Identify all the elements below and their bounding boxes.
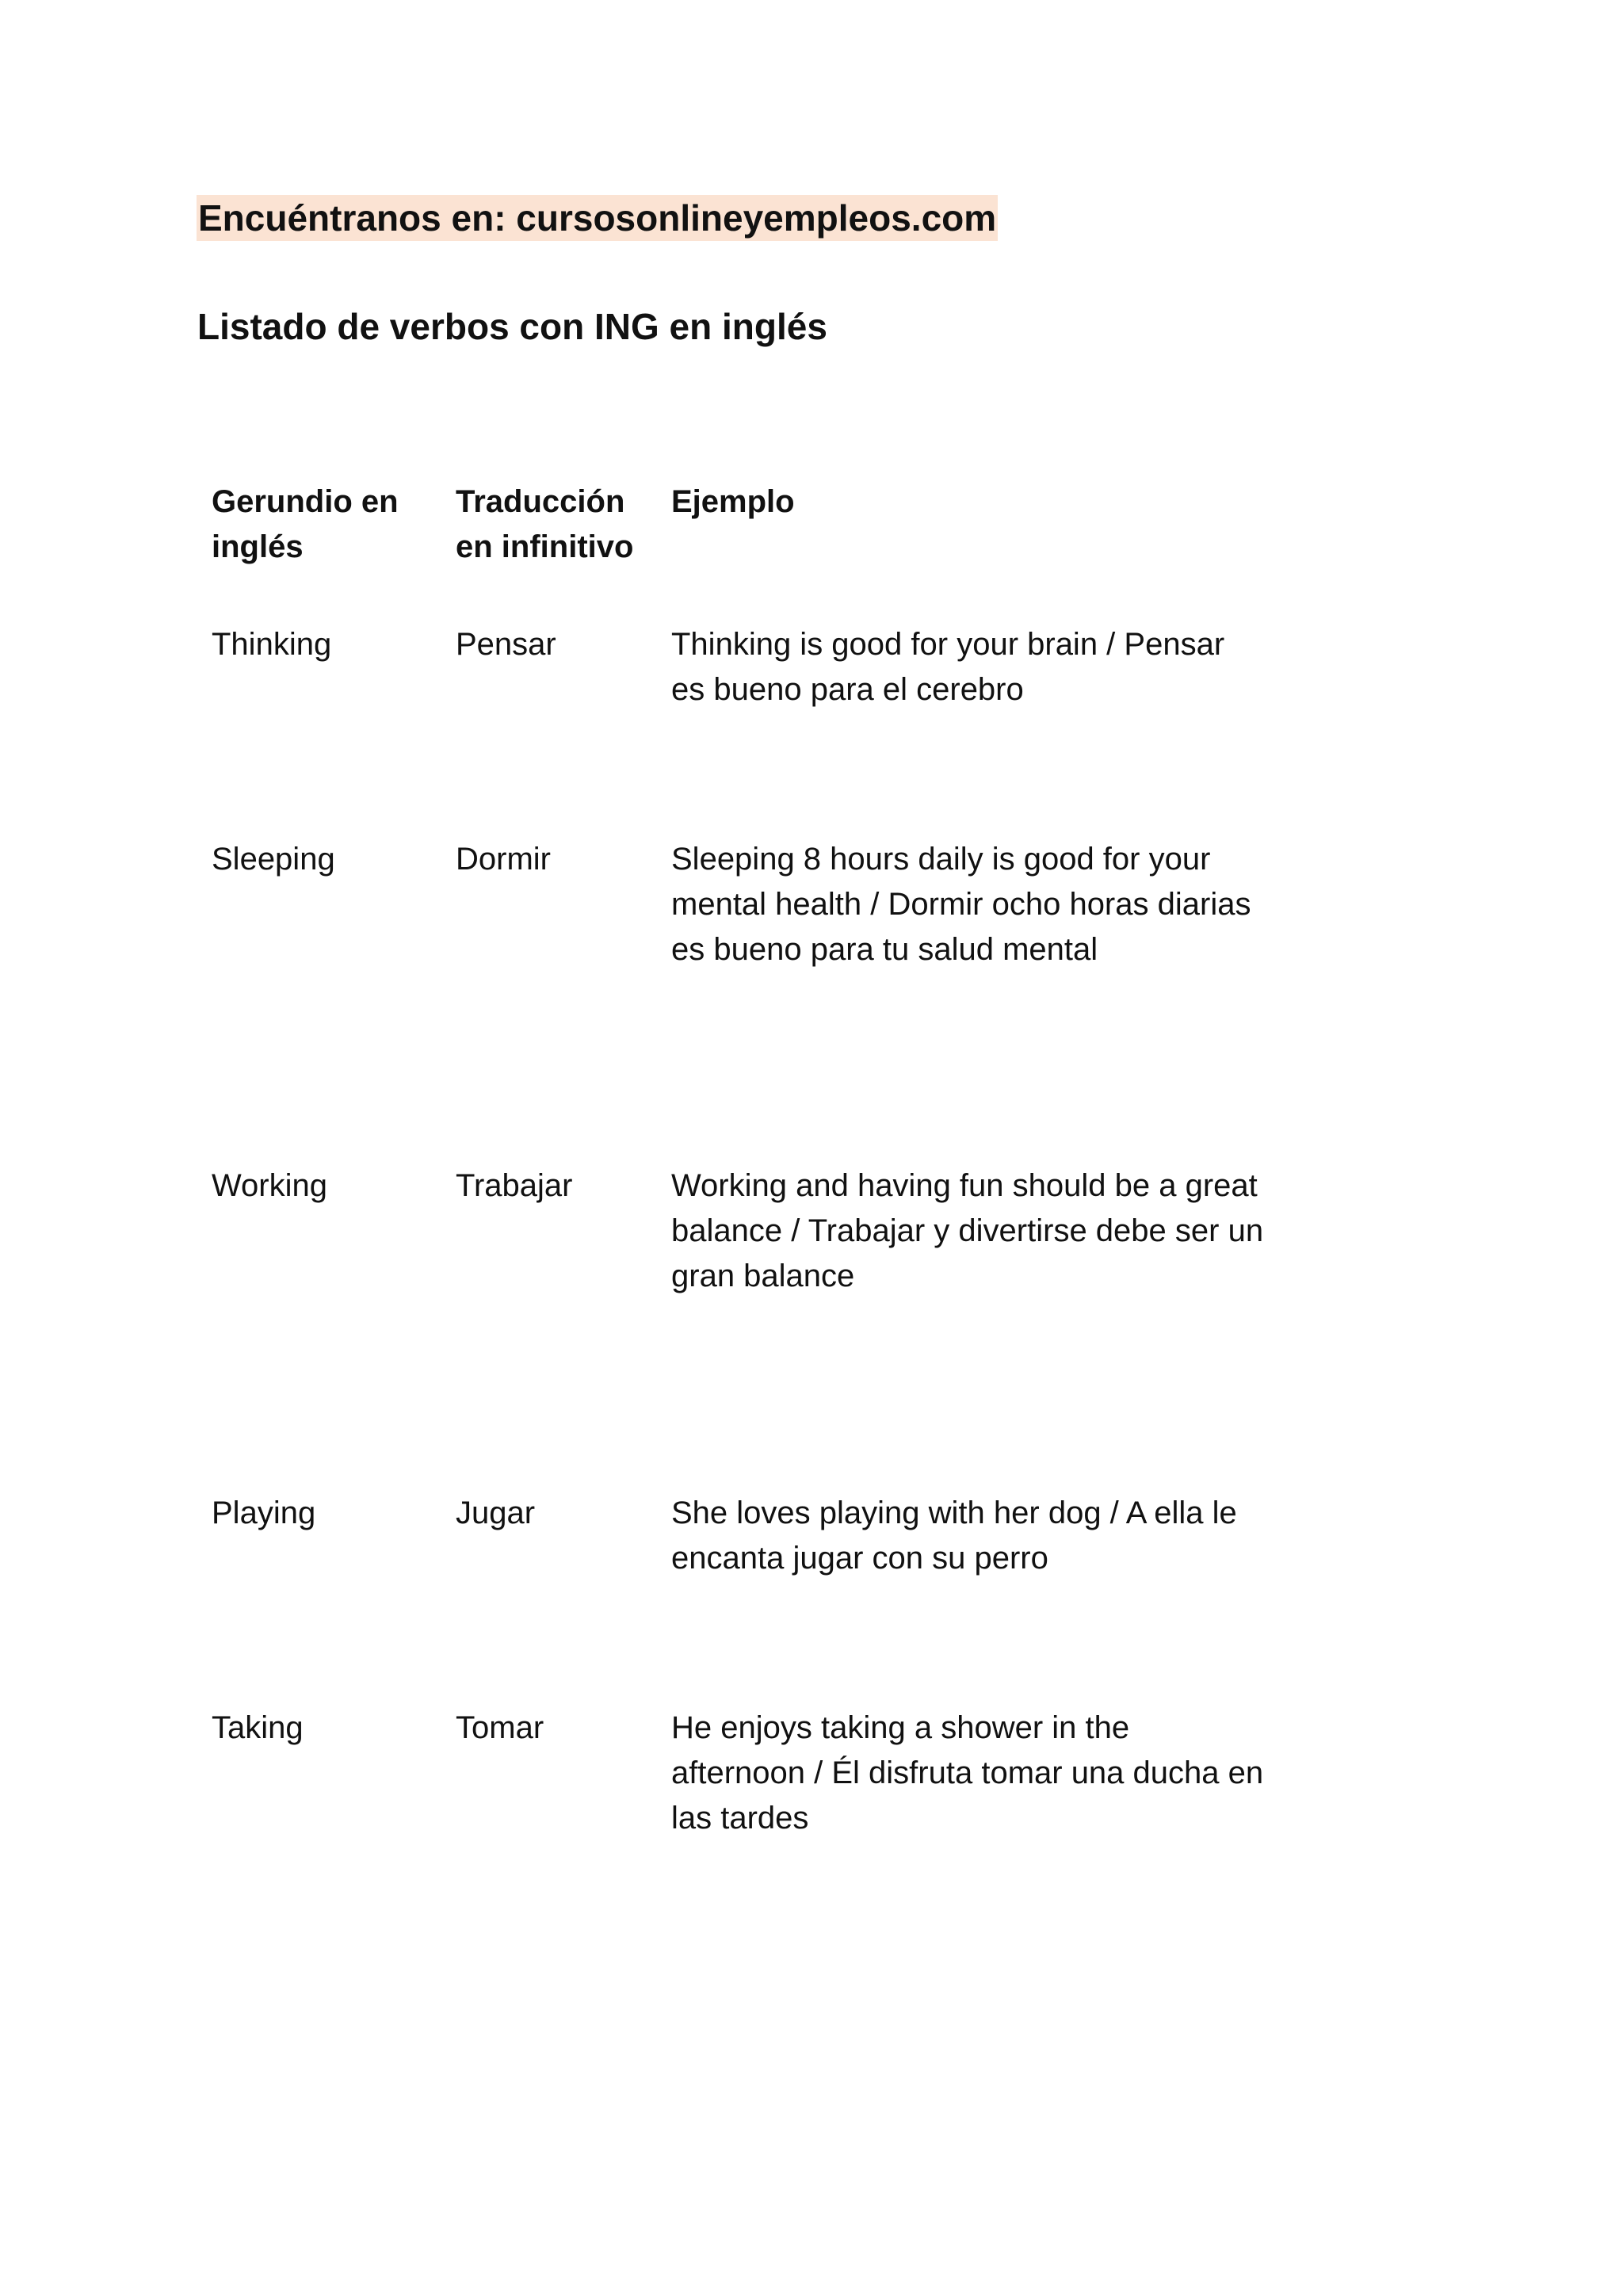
translation-cell: Tomar: [456, 1710, 544, 1745]
header-translation: [456, 479, 662, 570]
example-line: encanta jugar con su perro: [671, 1541, 1048, 1576]
example-line: Sleeping 8 hours daily is good for your: [671, 842, 1211, 877]
example-line: She loves playing with her dog / A ella le: [671, 1496, 1237, 1530]
header-example: [671, 479, 1297, 525]
header-translation-line: en infinitivo: [456, 529, 634, 564]
example-cell: [671, 1163, 1297, 1299]
example-line: es bueno para el cerebro: [671, 672, 1024, 707]
example-line: las tardes: [671, 1801, 809, 1836]
header-gerund: [212, 479, 441, 570]
translation-cell: Dormir: [456, 842, 551, 877]
example-line: He enjoys taking a shower in the: [671, 1710, 1130, 1745]
gerund-cell: Playing: [212, 1496, 316, 1530]
example-line: es bueno para tu salud mental: [671, 932, 1098, 967]
header-translation-line: Traducción: [456, 484, 625, 519]
example-line: mental health / Dormir ocho horas diarias: [671, 887, 1251, 922]
example-cell: [671, 1706, 1297, 1841]
header-example-line: Ejemplo: [671, 484, 795, 519]
translation-cell: Jugar: [456, 1496, 536, 1530]
gerund-cell: Working: [212, 1168, 327, 1203]
gerund-cell: Taking: [212, 1710, 304, 1745]
example-line: gran balance: [671, 1259, 855, 1293]
example-cell: [671, 622, 1297, 712]
gerund-cell: Thinking: [212, 627, 332, 662]
example-line: balance / Trabajar y divertirse debe ser un: [671, 1213, 1264, 1248]
gerund-cell: Sleeping: [212, 842, 335, 877]
example-line: Thinking is good for your brain / Pensar: [671, 627, 1225, 662]
header-gerund-line: inglés: [212, 529, 304, 564]
page-title: Listado de verbos con ING en inglés: [197, 306, 827, 347]
translation-cell: Pensar: [456, 627, 556, 662]
translation-cell: Trabajar: [456, 1168, 573, 1203]
site-banner: Encuéntranos en: cursosonlineyempleos.com: [197, 195, 998, 241]
header-gerund-line: Gerundio en: [212, 484, 399, 519]
example-cell: [671, 1491, 1297, 1581]
example-cell: [671, 837, 1297, 972]
example-line: Working and having fun should be a great: [671, 1168, 1258, 1203]
example-line: afternoon / Él disfruta tomar una ducha en: [671, 1755, 1264, 1790]
